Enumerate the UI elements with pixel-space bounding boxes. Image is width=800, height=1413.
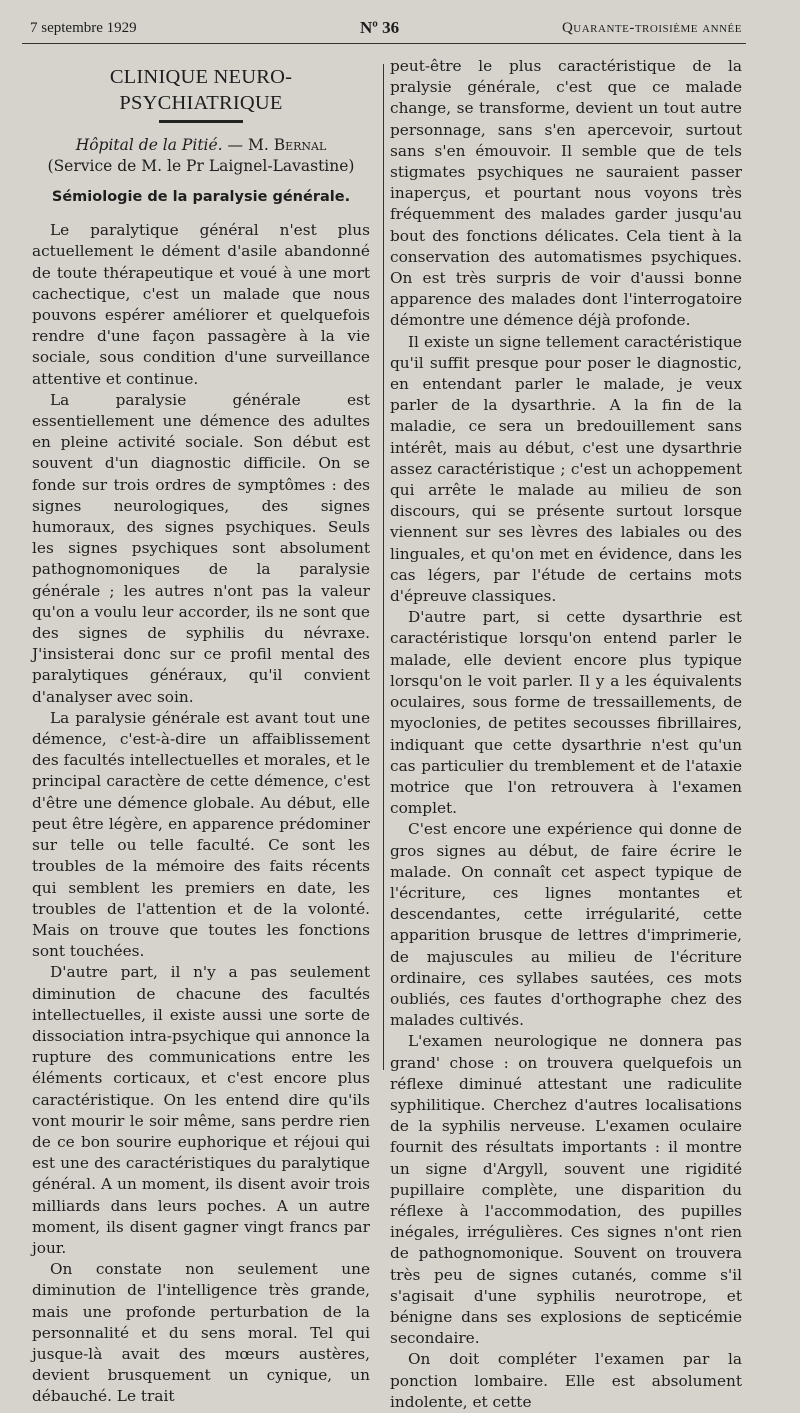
header-rule [22,43,746,44]
column-divider [383,64,384,1070]
author-name: M. Bernal [247,136,327,154]
service-line: (Service de M. le Pr Laignel-Lavastine) [47,157,355,175]
paragraph: D'autre part, si cette dysarthrie est caractéristique lorsqu'on entend parler le malade, elle devient encore plus typique lorsqu'on le voit parler. Il y a les équivalents oculaires, sous forme de tressaillements, de myoclonies, de petites secousses fibrillaires, indiquant que cette dysarthrie n'est qu'un cas particulier du tremblement et de l'ataxie motrice que l'on retrouvera à l'examen complet. [390,608,742,818]
left-column [32,64,370,1408]
paragraph: D'autre part, il n'y a pas seulement diminution de chacune des facultés intellectuelles, il existe aussi une sorte de dissociation intra-psychique qui annonce la rupture des communications entre les éléments corticaux, et c'est encore plus caractéristique. On les entend dire qu'ils vont mourir le soir même, sans perdre rien de ce bon sourire euphorique et réjoui qui est une des caractéristiques du paralytique général. A un moment, ils disent avoir trois milliards dans leurs poches. A un autre moment, ils disent gagner vingt francs par jour. [32,963,370,1257]
paragraph: Il existe un signe tellement caractéristique qu'il suffit presque pour poser le diagnostic, en entendant parler le malade, je veux parler de la dysarthrie. A la fin de la maladie, ce sera un bredouillement sans intérêt, mais au début, c'est une dysarthrie assez caractéristique ; c'est un achoppement qui arrête le malade au milieu de son discours, qui se présente surtout lorsque viennent sur ses lèvres des labiales ou des linguales, et qu'on met en évidence, dans les cas légers, par l'étude de certains mots d'épreuve classiques. [390,332,742,606]
right-column [390,56,742,1413]
paragraph: L'examen neurologique ne donnera pas grand' chose : on trouvera quelquefois un réflexe diminué attestant une radiculite syphilitique. Cherchez d'autres localisations de la syphilis nerveuse. L'examen oculaire fournit des résultats importants : il montre un signe d'Argyll, souvent une rigidité pupillaire complète, une disparition du réflexe à l'accommodation, des pupilles inégales, irrégulières. Ces signes n'ont rien de pathognomonique. Souvent on trouvera très peu de signes cutanés, comme s'il s'agisait d'une syphilis neurotrope, et bénigne dans ses explosions de septicémie secondaire. [390,1032,742,1348]
issue-number: Nº 36 [360,18,400,37]
byline [32,135,370,177]
paragraph: C'est encore une expérience qui donne de gros signes au début, de faire écrire le malade. On connaît cet aspect typique de l'écriture, ces lignes montantes et descendantes, cette irrégularité, cette apparition brusque de lettres d'imprimerie, de majuscules au milieu de l'écriture ordinaire, ces syllabes sautées, ces mots oubliés, ces fautes d'orthographe chez des malades cultivés. [390,820,742,1030]
running-header [30,12,742,42]
paragraph: On doit compléter l'examen par la ponction lombaire. Elle est absolument indolente, et cette [390,1350,742,1411]
hospital-name: Hôpital de la Pitié. [75,136,223,154]
paragraph: La paralysie générale est avant tout une démence, c'est-à-dire un affaiblissement des facultés intellectuelles et morales, et le principal caractère de cette démence, c'est d'être une démence globale. Au début, elle peut être légère, en apparence prédominer sur telle ou telle faculté. Ce sont les troubles de la mémoire des faits récents qui semblent les premiers en date, les troubles de l'attention et de la volonté. Mais on trouve que toutes les fonctions sont touchées. [32,708,370,961]
paragraph-continuation: peut-être le plus caractéristique de la pralysie générale, c'est que ce malade change, se transforme, devient un tout autre personnage, sans s'en apercevoir, surtout sans s'en émouvoir. Il semble que de tels stigmates psychiques ne sauraient passer inaperçus, et pourtant nous voyons très fréquemment des malades garder jusqu'au bout des fonctions délicates. Cela tient à la conservation des automatismes psychiques. On est très surpris de voir d'aussi bonne apparence des malades dont l'interrogatoire démontre une démence déjà profonde. [390,57,742,330]
title-rule [159,120,243,123]
issue-date: 7 septembre 1929 [30,20,137,36]
publication-year: Quarante-troisième année [561,20,742,36]
article-subtitle: Sémiologie de la paralysie générale. [51,189,351,205]
byline-dash: — [222,136,248,154]
paragraph: Le paralytique général n'est plus actuellement le dément d'asile abandonné de toute thérapeutique et voué à une mort cachectique, c'est un malade que nous pouvons espérer améliorer et quelquefois rendre d'une façon passagère à la vie sociale, sous condition d'une surveillance attentive et continue. [32,221,370,388]
paragraph: On constate non seulement une diminution de l'intelligence très grande, mais une profonde perturbation de la personnalité et du sens moral. Tel qui jusque-là avait des mœurs austères, devient brusquement un cynique, un débauché. Le trait [32,1260,370,1406]
paragraph: La paralysie générale est essentiellement une démence des adultes en pleine activité sociale. Son début est souvent d'un diagnostic difficile. On se fonde sur trois ordres de symptômes : des signes neurologiques, des signes humoraux, des signes psychiques. Seuls les signes psychiques sont absolument pathognomoniques de la paralysie générale ; les autres n'ont pas la valeur qu'on a voulu leur accorder, ils ne sont que des signes de syphilis du névraxe. J'insisterai donc sur ce profil mental des paralytiques généraux, qu'il convient d'analyser avec soin. [32,390,370,706]
section-title: CLINIQUE NEURO-PSYCHIATRIQUE [109,66,293,114]
